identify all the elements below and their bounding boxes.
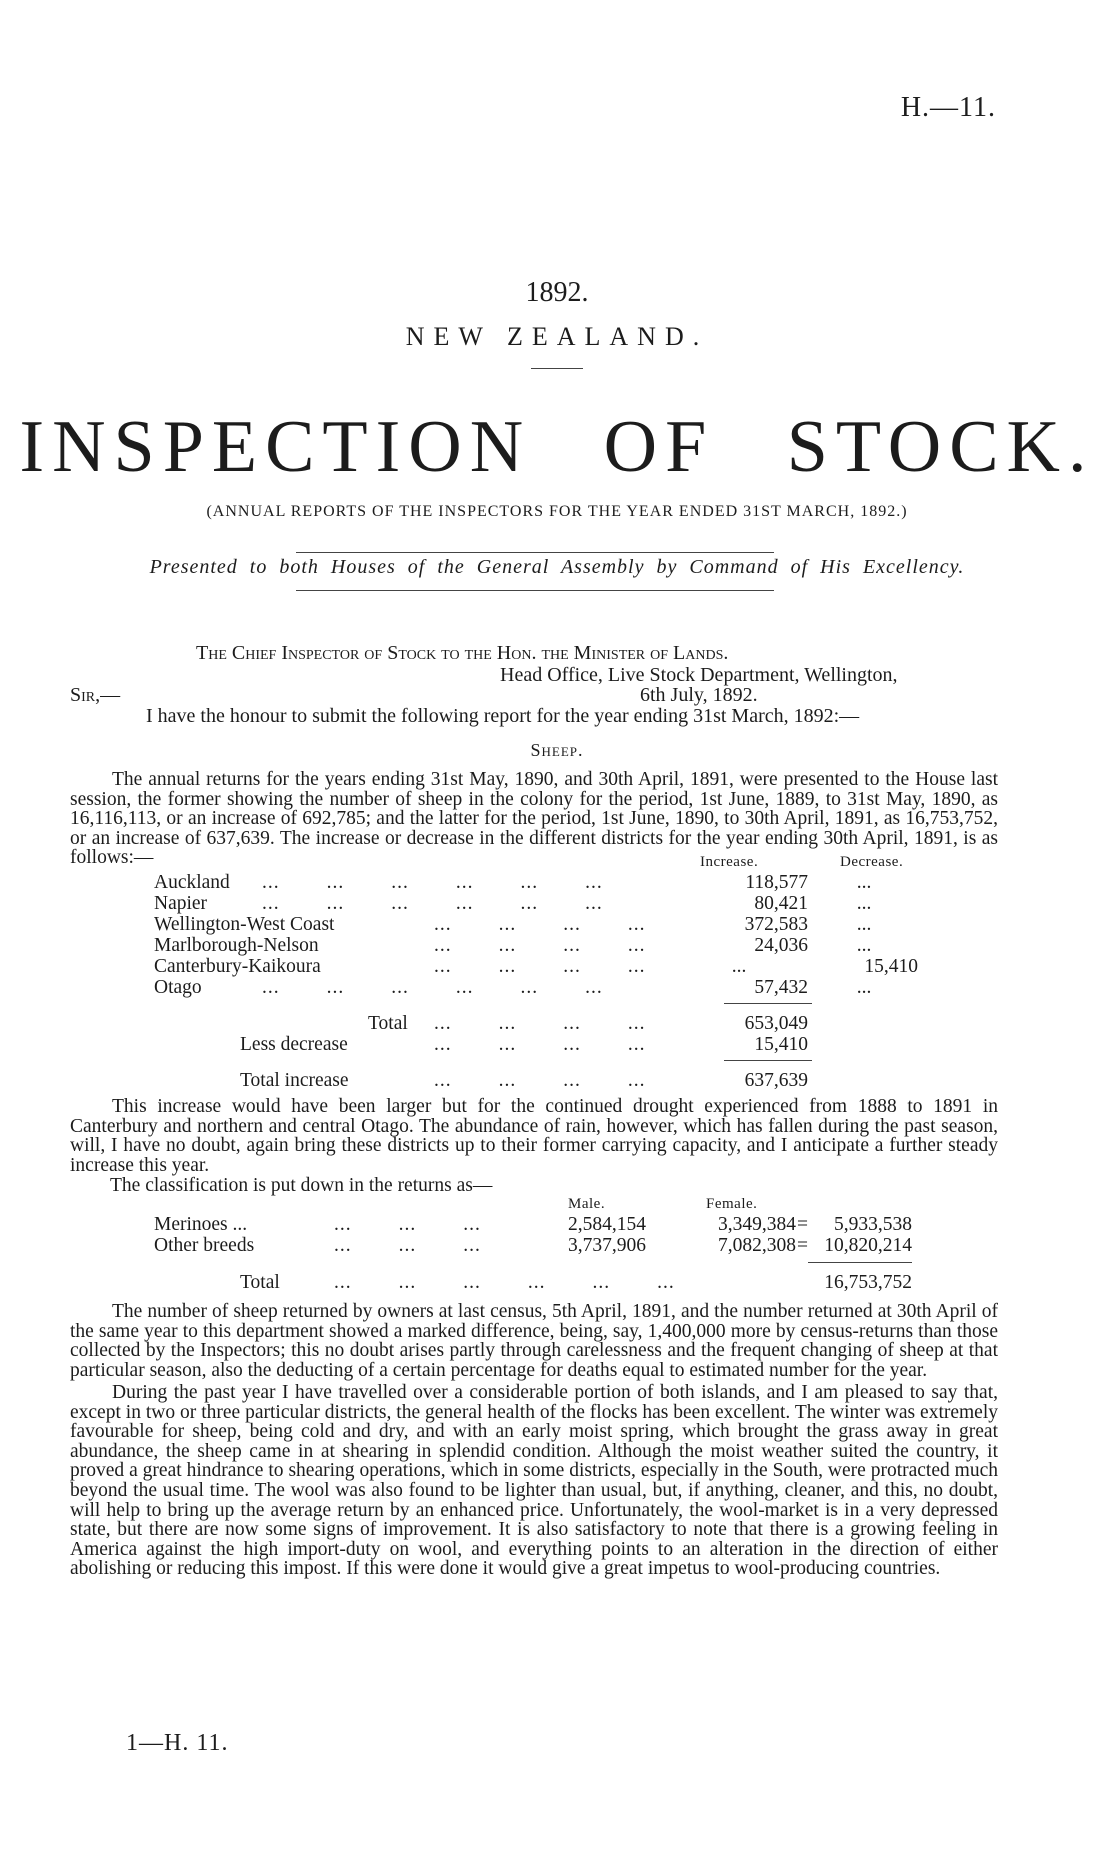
breed-total-value: 10,820,214 xyxy=(824,1235,912,1256)
sum-rule xyxy=(808,1262,912,1263)
leader-dots: ... ... ... ... xyxy=(434,914,646,935)
decrease-value: ... xyxy=(856,914,872,935)
increase-value: 57,432 xyxy=(754,977,808,998)
table-row-total xyxy=(0,1272,1114,1294)
class-total-value: 16,753,752 xyxy=(824,1272,912,1293)
district-name: Marlborough-Nelson xyxy=(154,935,319,956)
paragraph-census: The number of sheep returned by owners at last census, 5th April, 1891, and the number returned at 30th April of the same year to this department showed a marked difference, being, say, 1,400,000 more by census-returns than those collected by the Inspectors; this no doubt arises partly through carelessness and the frequent changing of sheep at that particular season, also the deducting of a certain percentage for deaths equal to estimated number for the year. xyxy=(70,1301,998,1381)
equals-sign: = xyxy=(797,1235,808,1256)
leader-dots: ... ... ... xyxy=(334,1214,481,1235)
leader-dots: ... ... ... ... ... ... xyxy=(262,977,603,998)
decrease-header: Decrease. xyxy=(840,854,904,870)
table-row-total xyxy=(0,1013,1114,1035)
less-value: 15,410 xyxy=(754,1034,808,1055)
female-value: 3,349,384 xyxy=(718,1214,796,1235)
presented-line: Presented to both Houses of the General Assembly by Command of His Excellency. xyxy=(149,556,965,578)
sum-rule xyxy=(724,1060,812,1061)
table-row xyxy=(0,1214,1114,1236)
leader-dots: ... ... ... ... ... ... xyxy=(334,1272,675,1293)
letter-office-line: Head Office, Live Stock Department, Wellington, xyxy=(500,664,898,686)
net-label: Total increase xyxy=(240,1070,349,1091)
male-value: 2,584,154 xyxy=(568,1214,646,1235)
sum-rule xyxy=(724,1003,812,1004)
table-row xyxy=(0,872,1114,894)
document-subtitle: (ANNUAL REPORTS OF THE INSPECTORS FOR THE YEAR ENDED 31ST MARCH, 1892.) xyxy=(206,503,908,520)
district-name: Napier xyxy=(154,893,208,914)
increase-value: 118,577 xyxy=(745,872,808,893)
table-row xyxy=(0,914,1114,936)
table-row xyxy=(0,1235,1114,1257)
footer-signature: 1—H. 11. xyxy=(126,1730,229,1756)
district-name: Auckland xyxy=(154,872,230,893)
leader-dots: ... ... ... ... ... ... xyxy=(262,893,603,914)
letter-from-line: The Chief Inspector of Stock to the Hon. the Minister of Lands. xyxy=(196,642,729,664)
district-name: Otago xyxy=(154,977,202,998)
paragraph-inspection: During the past year I have travelled over a considerable portion of both islands, and I am pleased to say that, except in two or three particular districts, the general health of the flocks has been excellent. The winter was extremely favourable for sheep, being cold and dry, and with an early moist spring, which brought the grass away in great abundance, the sheep came in at shearing in splendid condition. Although the moist weather suited the country, it proved a great hindrance to shearing operations, which in some districts, especially in the South, were protracted much beyond the usual time. The wool was also found to be lighter than usual, but, if anything, cleaner, and this, no doubt, will help to bring up the average return by an enhanced price. Unfortunately, the wool-market is in a very depressed state, but there are now some signs of improvement. It is also satisfactory to note that there is a growing feeling in America against the high import-duty on wool, and everything points to an alteration in the direction of either abolishing or reducing this impost. If this were done it would give a great impetus to wool-producing countries. xyxy=(70,1382,998,1580)
table-row-less xyxy=(0,1034,1114,1056)
breed-name: Other breeds xyxy=(154,1235,255,1256)
decrease-value: ... xyxy=(856,977,872,998)
presented-rule-bottom xyxy=(296,590,774,591)
leader-dots: ... ... ... ... xyxy=(434,956,646,977)
net-value: 637,639 xyxy=(744,1070,808,1091)
equals-sign: = xyxy=(797,1214,808,1235)
section-heading-sheep: Sheep. xyxy=(530,740,584,760)
report-year: 1892. xyxy=(525,277,589,308)
leader-dots: ... ... ... ... xyxy=(434,1070,646,1091)
letter-date: 6th July, 1892. xyxy=(640,684,758,706)
page-reference: H.—11. xyxy=(900,92,996,123)
leader-dots: ... ... ... ... xyxy=(434,1034,646,1055)
paragraph-returns: The annual returns for the years ending 31st May, 1890, and 30th April, 1891, were presented to the House last session, the former showing the number of sheep in the colony for the period, 1st June, 1889, to 31st May, 1890, as 16,116,113, or an increase of 692,785; and the latter for the period, 1st June, 1890, to 30th April, 1891, as 16,753,752, or an increase of 637,639. The increase or decrease in the different districts for the year ending 30th April, 1891, is as follows:— xyxy=(70,769,998,869)
increase-value: 80,421 xyxy=(754,893,808,914)
letter-salutation: Sir,— xyxy=(70,684,121,706)
paragraph-drought: This increase would have been larger but for the continued drought experienced from 1888 to 1891 in Canterbury and northern and central Otago. The abundance of rain, however, which has fallen during the past season, will, I have no doubt, again bring these districts up to their former carrying capacity, and I anticipate a further steady increase this year. xyxy=(70,1096,998,1176)
female-header: Female. xyxy=(706,1196,758,1212)
leader-dots: ... ... ... xyxy=(334,1235,481,1256)
table-row xyxy=(0,977,1114,999)
decrease-value: 15,410 xyxy=(864,956,918,977)
increase-value: 372,583 xyxy=(744,914,808,935)
leader-dots: ... ... ... ... ... ... xyxy=(262,872,603,893)
female-value: 7,082,308 xyxy=(718,1235,796,1256)
presented-rule-top xyxy=(296,552,774,553)
breed-name: Merinoes ... xyxy=(154,1214,248,1235)
total-label: Total xyxy=(368,1013,408,1034)
table-row xyxy=(0,893,1114,915)
increase-header: Increase. xyxy=(700,854,759,870)
class-total-label: Total xyxy=(240,1272,280,1293)
document-title: INSPECTION OF STOCK. xyxy=(19,406,1095,488)
male-value: 3,737,906 xyxy=(568,1235,646,1256)
table-row xyxy=(0,956,1114,978)
country-heading: NEW ZEALAND. xyxy=(405,322,709,351)
letter-intro: I have the honour to submit the following report for the year ending 31st March, 1892:— xyxy=(146,705,860,727)
leader-dots: ... ... ... ... xyxy=(434,935,646,956)
decrease-value: ... xyxy=(856,893,872,914)
less-label: Less decrease xyxy=(240,1034,348,1055)
increase-value: ... xyxy=(731,956,747,977)
short-rule xyxy=(531,368,583,369)
breed-total-value: 5,933,538 xyxy=(834,1214,912,1235)
increase-value: 24,036 xyxy=(754,935,808,956)
decrease-value: ... xyxy=(856,872,872,893)
total-value: 653,049 xyxy=(744,1013,808,1034)
table-row-net xyxy=(0,1070,1114,1092)
district-name: Wellington-West Coast xyxy=(154,914,335,935)
decrease-value: ... xyxy=(856,935,872,956)
leader-dots: ... ... ... ... xyxy=(434,1013,646,1034)
male-header: Male. xyxy=(568,1196,606,1212)
table-row xyxy=(0,935,1114,957)
district-name: Canterbury-Kaikoura xyxy=(154,956,321,977)
classification-intro: The classification is put down in the returns as— xyxy=(110,1175,493,1196)
